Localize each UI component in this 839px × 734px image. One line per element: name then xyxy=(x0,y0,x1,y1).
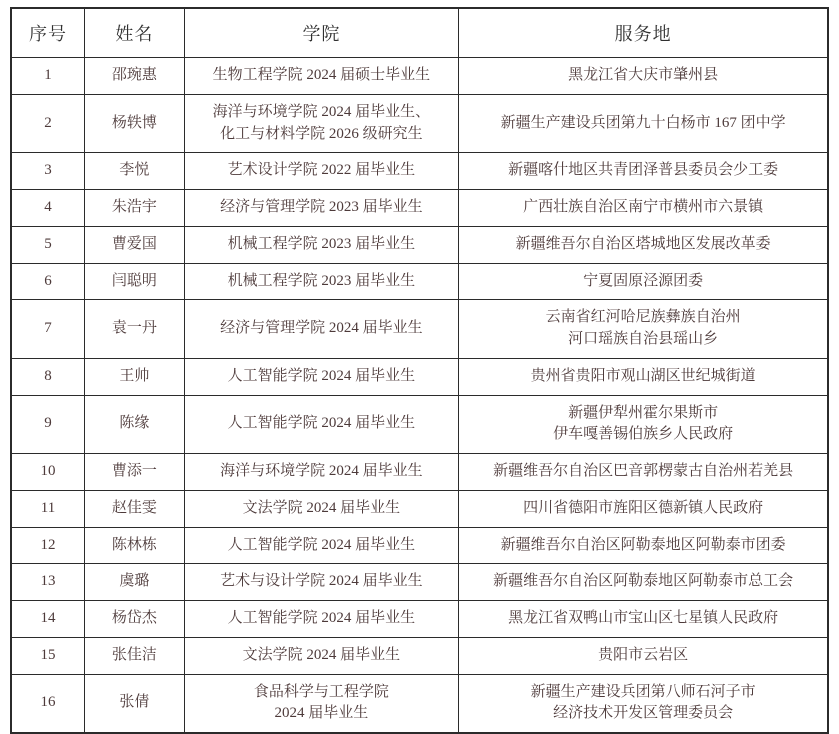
cell-name: 曹爱国 xyxy=(85,226,185,263)
table-row xyxy=(11,58,828,95)
cell-location: 新疆维吾尔自治区阿勒泰地区阿勒泰市总工会 xyxy=(459,564,828,601)
table-row xyxy=(11,527,828,564)
cell-name: 赵佳雯 xyxy=(85,490,185,527)
cell-college: 人工智能学院 2024 届毕业生 xyxy=(184,601,459,638)
cell-name: 虞璐 xyxy=(85,564,185,601)
header-row xyxy=(11,8,828,58)
table-row xyxy=(11,300,828,359)
roster-table-container xyxy=(10,7,829,734)
cell-location: 黑龙江省大庆市肇州县 xyxy=(459,58,828,95)
cell-college: 经济与管理学院 2023 届毕业生 xyxy=(184,190,459,227)
cell-college: 生物工程学院 2024 届硕士毕业生 xyxy=(184,58,459,95)
cell-college: 人工智能学院 2024 届毕业生 xyxy=(184,358,459,395)
header-college: 学院 xyxy=(184,8,459,58)
cell-name: 朱浩宇 xyxy=(85,190,185,227)
cell-location: 黑龙江省双鸭山市宝山区七星镇人民政府 xyxy=(459,601,828,638)
cell-location: 新疆生产建设兵团第九十白杨市 167 团中学 xyxy=(459,94,828,153)
table-row xyxy=(11,153,828,190)
cell-location: 新疆维吾尔自治区塔城地区发展改革委 xyxy=(459,226,828,263)
cell-serial: 6 xyxy=(11,263,85,300)
cell-location: 贵州省贵阳市观山湖区世纪城街道 xyxy=(459,358,828,395)
cell-college: 食品科学与工程学院 2024 届毕业生 xyxy=(184,674,459,733)
table-row xyxy=(11,190,828,227)
table-row xyxy=(11,454,828,491)
cell-location: 贵阳市云岩区 xyxy=(459,637,828,674)
cell-location: 云南省红河哈尼族彝族自治州 河口瑶族自治县瑶山乡 xyxy=(459,300,828,359)
cell-name: 袁一丹 xyxy=(85,300,185,359)
cell-serial: 2 xyxy=(11,94,85,153)
table-row xyxy=(11,637,828,674)
cell-serial: 13 xyxy=(11,564,85,601)
cell-location: 广西壮族自治区南宁市横州市六景镇 xyxy=(459,190,828,227)
table-row xyxy=(11,490,828,527)
cell-college: 机械工程学院 2023 届毕业生 xyxy=(184,263,459,300)
table-body xyxy=(11,58,828,734)
cell-name: 陈缘 xyxy=(85,395,185,454)
cell-serial: 3 xyxy=(11,153,85,190)
cell-college: 人工智能学院 2024 届毕业生 xyxy=(184,527,459,564)
cell-name: 李悦 xyxy=(85,153,185,190)
cell-college: 文法学院 2024 届毕业生 xyxy=(184,637,459,674)
cell-name: 杨轶博 xyxy=(85,94,185,153)
table-row xyxy=(11,674,828,733)
cell-name: 邵琬惠 xyxy=(85,58,185,95)
cell-name: 张佳洁 xyxy=(85,637,185,674)
table-row xyxy=(11,358,828,395)
cell-name: 闫聪明 xyxy=(85,263,185,300)
table-row xyxy=(11,226,828,263)
cell-college: 艺术设计学院 2022 届毕业生 xyxy=(184,153,459,190)
cell-serial: 10 xyxy=(11,454,85,491)
cell-location: 新疆维吾尔自治区阿勒泰地区阿勒泰市团委 xyxy=(459,527,828,564)
cell-serial: 5 xyxy=(11,226,85,263)
cell-serial: 12 xyxy=(11,527,85,564)
cell-serial: 14 xyxy=(11,601,85,638)
cell-serial: 4 xyxy=(11,190,85,227)
table-row xyxy=(11,564,828,601)
cell-location: 新疆生产建设兵团第八师石河子市 经济技术开发区管理委员会 xyxy=(459,674,828,733)
cell-serial: 11 xyxy=(11,490,85,527)
header-name: 姓名 xyxy=(85,8,185,58)
cell-serial: 7 xyxy=(11,300,85,359)
table-row xyxy=(11,263,828,300)
cell-location: 宁夏固原泾源团委 xyxy=(459,263,828,300)
table-row xyxy=(11,601,828,638)
cell-location: 新疆伊犁州霍尔果斯市 伊车嘎善锡伯族乡人民政府 xyxy=(459,395,828,454)
cell-college: 人工智能学院 2024 届毕业生 xyxy=(184,395,459,454)
cell-location: 新疆喀什地区共青团泽普县委员会少工委 xyxy=(459,153,828,190)
cell-college: 文法学院 2024 届毕业生 xyxy=(184,490,459,527)
cell-name: 张倩 xyxy=(85,674,185,733)
cell-location: 四川省德阳市旌阳区德新镇人民政府 xyxy=(459,490,828,527)
cell-college: 海洋与环境学院 2024 届毕业生 xyxy=(184,454,459,491)
table-header xyxy=(11,8,828,58)
cell-location: 新疆维吾尔自治区巴音郭楞蒙古自治州若羌县 xyxy=(459,454,828,491)
cell-serial: 16 xyxy=(11,674,85,733)
cell-name: 陈林栋 xyxy=(85,527,185,564)
header-serial: 序号 xyxy=(11,8,85,58)
header-location: 服务地 xyxy=(459,8,828,58)
cell-serial: 9 xyxy=(11,395,85,454)
cell-name: 王帅 xyxy=(85,358,185,395)
cell-name: 曹添一 xyxy=(85,454,185,491)
table-row xyxy=(11,94,828,153)
cell-name: 杨岱杰 xyxy=(85,601,185,638)
roster-table xyxy=(10,7,829,734)
cell-college: 经济与管理学院 2024 届毕业生 xyxy=(184,300,459,359)
cell-college: 艺术与设计学院 2024 届毕业生 xyxy=(184,564,459,601)
table-row xyxy=(11,395,828,454)
cell-serial: 1 xyxy=(11,58,85,95)
cell-serial: 15 xyxy=(11,637,85,674)
cell-college: 海洋与环境学院 2024 届毕业生、 化工与材料学院 2026 级研究生 xyxy=(184,94,459,153)
cell-serial: 8 xyxy=(11,358,85,395)
cell-college: 机械工程学院 2023 届毕业生 xyxy=(184,226,459,263)
